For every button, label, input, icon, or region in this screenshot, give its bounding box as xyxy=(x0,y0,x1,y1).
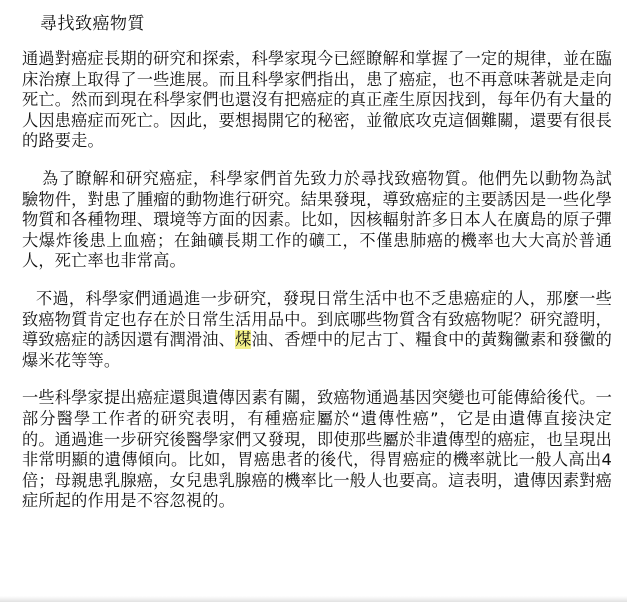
paragraph-3 xyxy=(22,289,612,371)
paragraph-2: 為了瞭解和研究癌症，科學家們首先致力於尋找致癌物質。他們先以動物為試驗物件，對患了腫瘤的動物進行研究。結果發現，導致癌症的主要誘因是一些化學物質和各種物理、環境等方面的因素。比如，因核輻射許多日本人在廣島的原子彈大爆炸後患上血癌；在鈾礦長期工作的礦工，不僅患肺癌的機率也大大高於普通人，死亡率也非常高。 xyxy=(22,168,612,271)
paragraph-1: 通過對癌症長期的研究和探索，科學家現今已經瞭解和掌握了一定的規律，並在臨床治療上取得了一些進展。而且科學家們指出，患了癌症，也不再意味著就是走向死亡。然而到現在科學家們也還沒有把癌症的真正產生原因找到，每年仍有大量的人因患癌症而死亡。因此，要想揭開它的秘密，並徹底攻克這個難關，還要有很長的路要走。 xyxy=(22,49,612,151)
paragraph-3-text-before: 不過，科學家們通過進一步研究，發現日常生活中也不乏患癌症的人，那麼一些致癌物質肯定也存在於日常生活用品中。到底哪些物質含有致癌物呢？研究證明，導致癌症的誘因還有潤滑油、 xyxy=(22,288,612,350)
page-bottom-edge xyxy=(0,596,627,602)
paragraph-4: 一些科學家提出癌症還與遺傳因素有關，致癌物通過基因突變也可能傳給後代。一部分醫學工作者的研究表明，有種癌症屬於“遺傳性癌”，它是由遺傳直接決定的。通過進一步研究後醫學家們又發現，即使那些屬於非遺傳型的癌症，也呈現出非常明顯的遺傳傾向。比如，胃癌患者的後代，得胃癌症的機率就比一般人高出4倍；母親患乳腺癌，女兒患乳腺癌的機率比一般人也要高。這表明，遺傳因素對癌症所起的作用是不容忽視的。 xyxy=(22,388,612,511)
highlighted-text: 煤 xyxy=(235,330,252,350)
paragraph-3-text-after: 油、香煙中的尼古丁、糧食中的黃麴黴素和發黴的爆米花等等。 xyxy=(22,330,612,370)
document-title: 尋找致癌物質 xyxy=(40,14,145,34)
